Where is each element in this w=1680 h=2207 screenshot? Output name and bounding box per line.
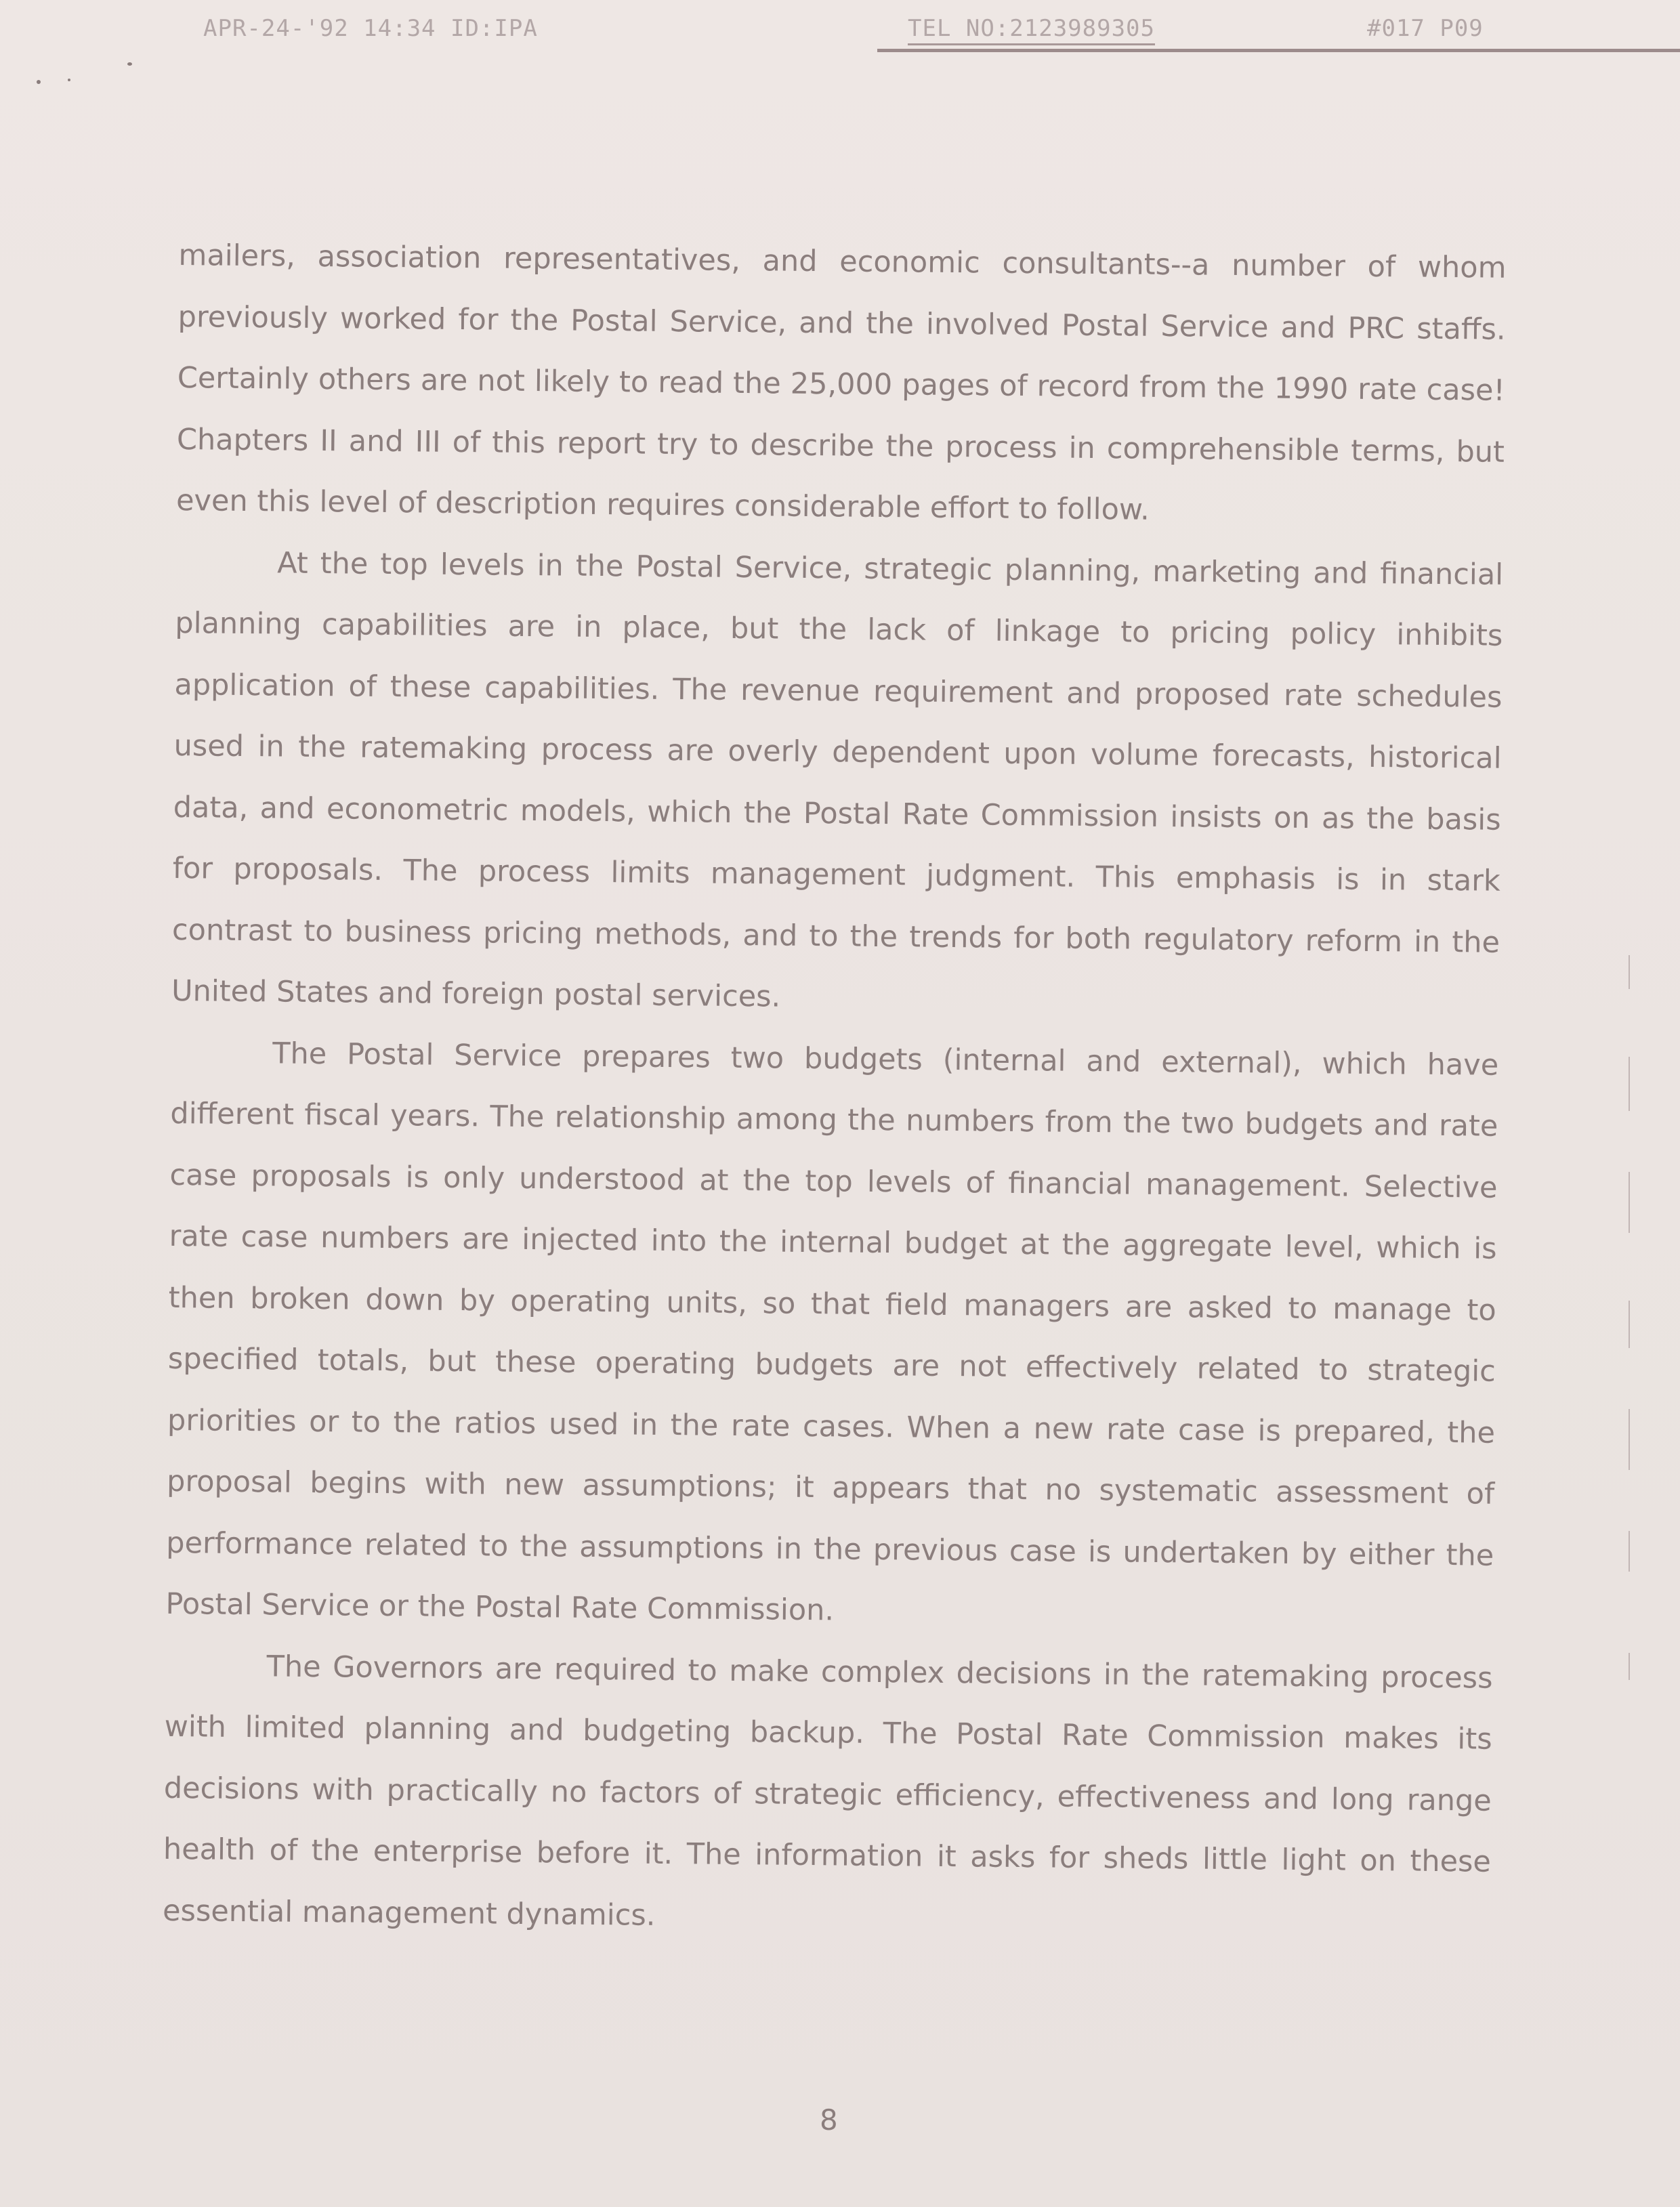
fax-header-rule	[877, 49, 1680, 52]
scan-speck	[127, 62, 132, 66]
fax-tel-number: TEL NO:2123989305	[908, 15, 1155, 45]
scan-edge-mark	[1629, 1531, 1630, 1572]
scan-speck	[37, 80, 41, 84]
fax-date-time-id: APR-24-'92 14:34 ID:IPA	[203, 15, 538, 42]
scan-edge-mark	[1629, 1301, 1630, 1348]
paragraph-budgets: The Postal Service prepares two budgets (internal and external), which have different fiscal years. The relationship among the numbers from the two budgets and rate case proposals is only understood at the top levels of financial management. Selective rate case numbers are injected into the internal budget at the aggregate level, which is then broken down by operating units, so that field managers are asked to manage to specified totals, but these operating budgets are not effectively related to strategic priorities or to the ratios used in the rate cases. When a new rate case is prepared, the proposal begins with new assumptions; it appears that no systematic assessment of performance related to the assumptions in the previous case is undertaken by either the Postal Service or the Postal Rate Commission.	[165, 1036, 1499, 1628]
scan-speck	[68, 79, 70, 81]
scan-edge-mark	[1629, 1172, 1630, 1233]
scan-edge-mark	[1629, 955, 1630, 989]
body-text	[163, 225, 1507, 1954]
paragraph-governors: The Governors are required to make complex decisions in the ratemaking process with limited planning and budgeting backup. The Postal Rate Commission makes its decisions with practically no factors of strategic efficiency, effectiveness and long range health of the enterprise before it. The information it asks for sheds little light on these essential management dynamics.	[162, 1649, 1493, 1933]
scan-edge-mark	[1629, 1653, 1630, 1680]
page-number: 8	[820, 2103, 838, 2137]
paragraph-continuation: mailers, association representatives, and economic consultants--a number of whom previously worked for the Postal Service, and the involved Postal Service and PRC staffs. Certainly others are not likely to read the 25,000 pages of record from the 1990 rate case! Chapters II and III of this report try to describe the process in comprehensible terms, but even this level of description requires considerable effort to follow.	[175, 238, 1507, 527]
scan-edge-mark	[1629, 1409, 1630, 1470]
paragraph-strategic-planning: At the top levels in the Postal Service, strategic planning, marketing and financial planning capabilities are in place, but the lack of linkage to pricing policy inhibits application of these capabilities. The revenue requirement and proposed rate schedules used in the ratemaking process are overly dependent upon volume forecasts, historical data, and econometric models, which the Postal Rate Commission insists on as the basis for proposals. The process limits management judgment. This emphasis is in stark contrast to business pricing methods, and to the trends for both regulatory reform in the United States and foreign postal services.	[171, 545, 1504, 1014]
scan-edge-mark	[1629, 1057, 1630, 1111]
fax-page-code: #017 P09	[1367, 15, 1484, 42]
